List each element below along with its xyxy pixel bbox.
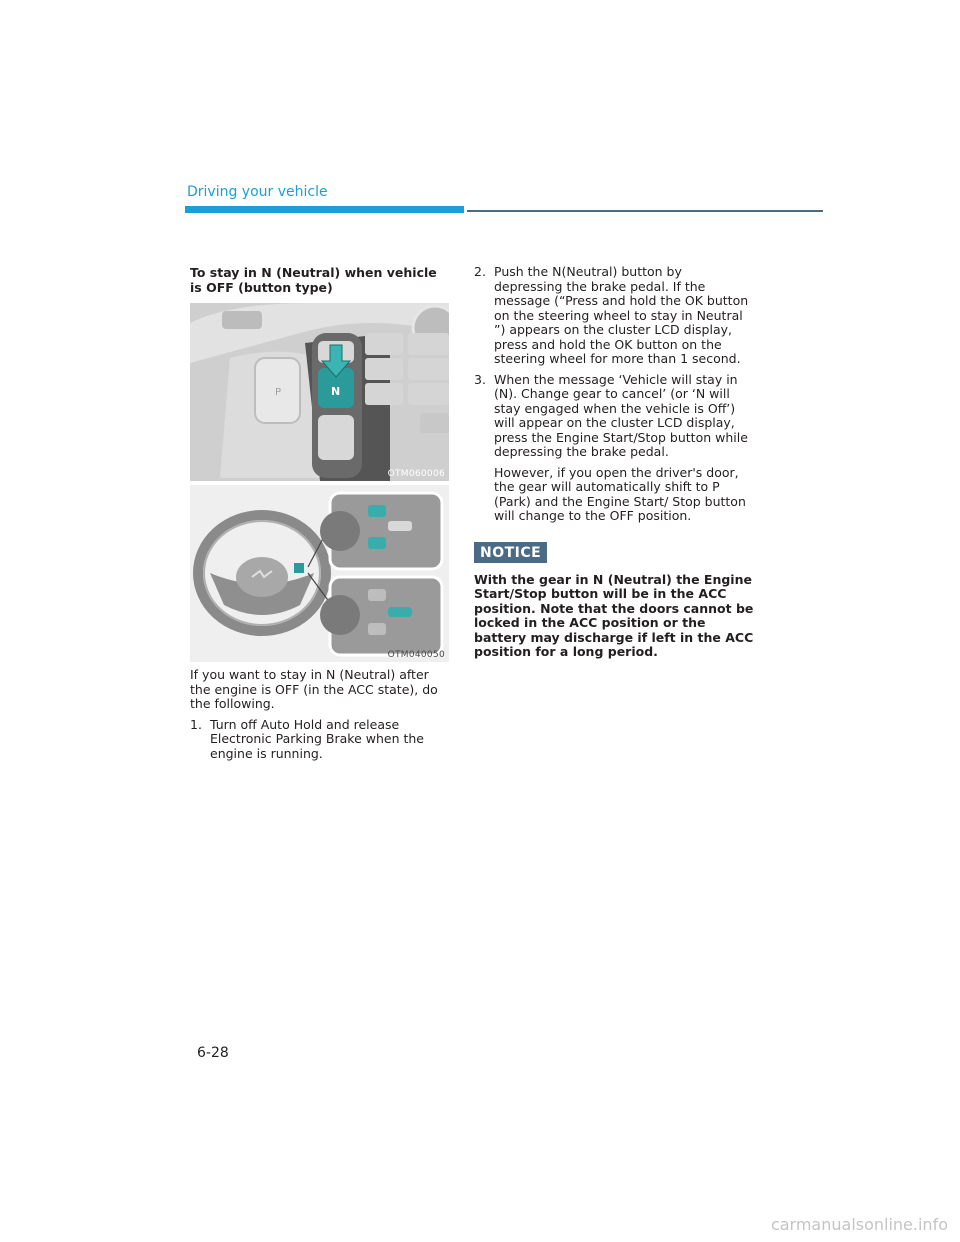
figure-steering-wheel <box>190 485 449 662</box>
steps-list-right <box>474 265 754 460</box>
step-text: Turn off Auto Hold and release Electronic Parking Brake when the engine is running. <box>210 716 424 761</box>
list-item <box>190 718 452 762</box>
header-rule <box>467 210 823 212</box>
step-text: When the message ‘Vehicle will stay in (N). Change gear to cancel’ (or ‘N will stay engaged when the vehicle is Off’) will appear on the cluster LCD display, press the Engine Start/Stop button while depressing the brake pedal. <box>494 371 748 459</box>
notice-text: With the gear in N (Neutral) the Engine Start/Stop button will be in the ACC position. Note that the doors cannot be locked in the ACC position or the battery may discharge if left in the ACC position for a long period. <box>474 571 754 659</box>
figure-neutral-button <box>190 303 449 481</box>
p-button-letter: P <box>275 387 282 398</box>
watermark: carmanualsonline.info <box>770 1215 948 1234</box>
page-number: 6-28 <box>197 1045 229 1061</box>
steering-wheel-illustration <box>190 485 449 662</box>
step-number: 1. <box>190 716 202 732</box>
left-column <box>190 265 452 767</box>
step-number: 3. <box>474 371 486 387</box>
figure-code: OTM060006 <box>387 469 445 479</box>
right-column <box>474 265 754 660</box>
list-item <box>474 265 754 367</box>
step-text: Push the N(Neutral) button by depressing the brake pedal. If the message (“Press and hold the OK button on the steering wheel to stay in Neutral ”) appears on the cluster LCD display, press and hold the OK button on the steering wheel for more than 1 second. <box>494 264 749 366</box>
subsection-heading: To stay in N (Neutral) when vehicle is OFF (button type) <box>190 265 437 295</box>
notice-badge: NOTICE <box>474 542 547 563</box>
header-rule-accent <box>185 206 464 213</box>
intro-paragraph: If you want to stay in N (Neutral) after the engine is OFF (in the ACC state), do the following. <box>190 667 438 711</box>
steps-list-left <box>190 718 452 762</box>
however-paragraph: However, if you open the driver's door, the gear will automatically shift to P (Park) and the Engine Start/ Stop button will change to the OFF position. <box>494 464 746 523</box>
figure-code: OTM040050 <box>387 650 445 660</box>
n-button-letter: N <box>331 385 341 398</box>
section-title: Driving your vehicle <box>187 184 328 200</box>
list-item <box>474 373 754 460</box>
step-number: 2. <box>474 264 486 279</box>
gear-console-illustration <box>190 303 449 481</box>
